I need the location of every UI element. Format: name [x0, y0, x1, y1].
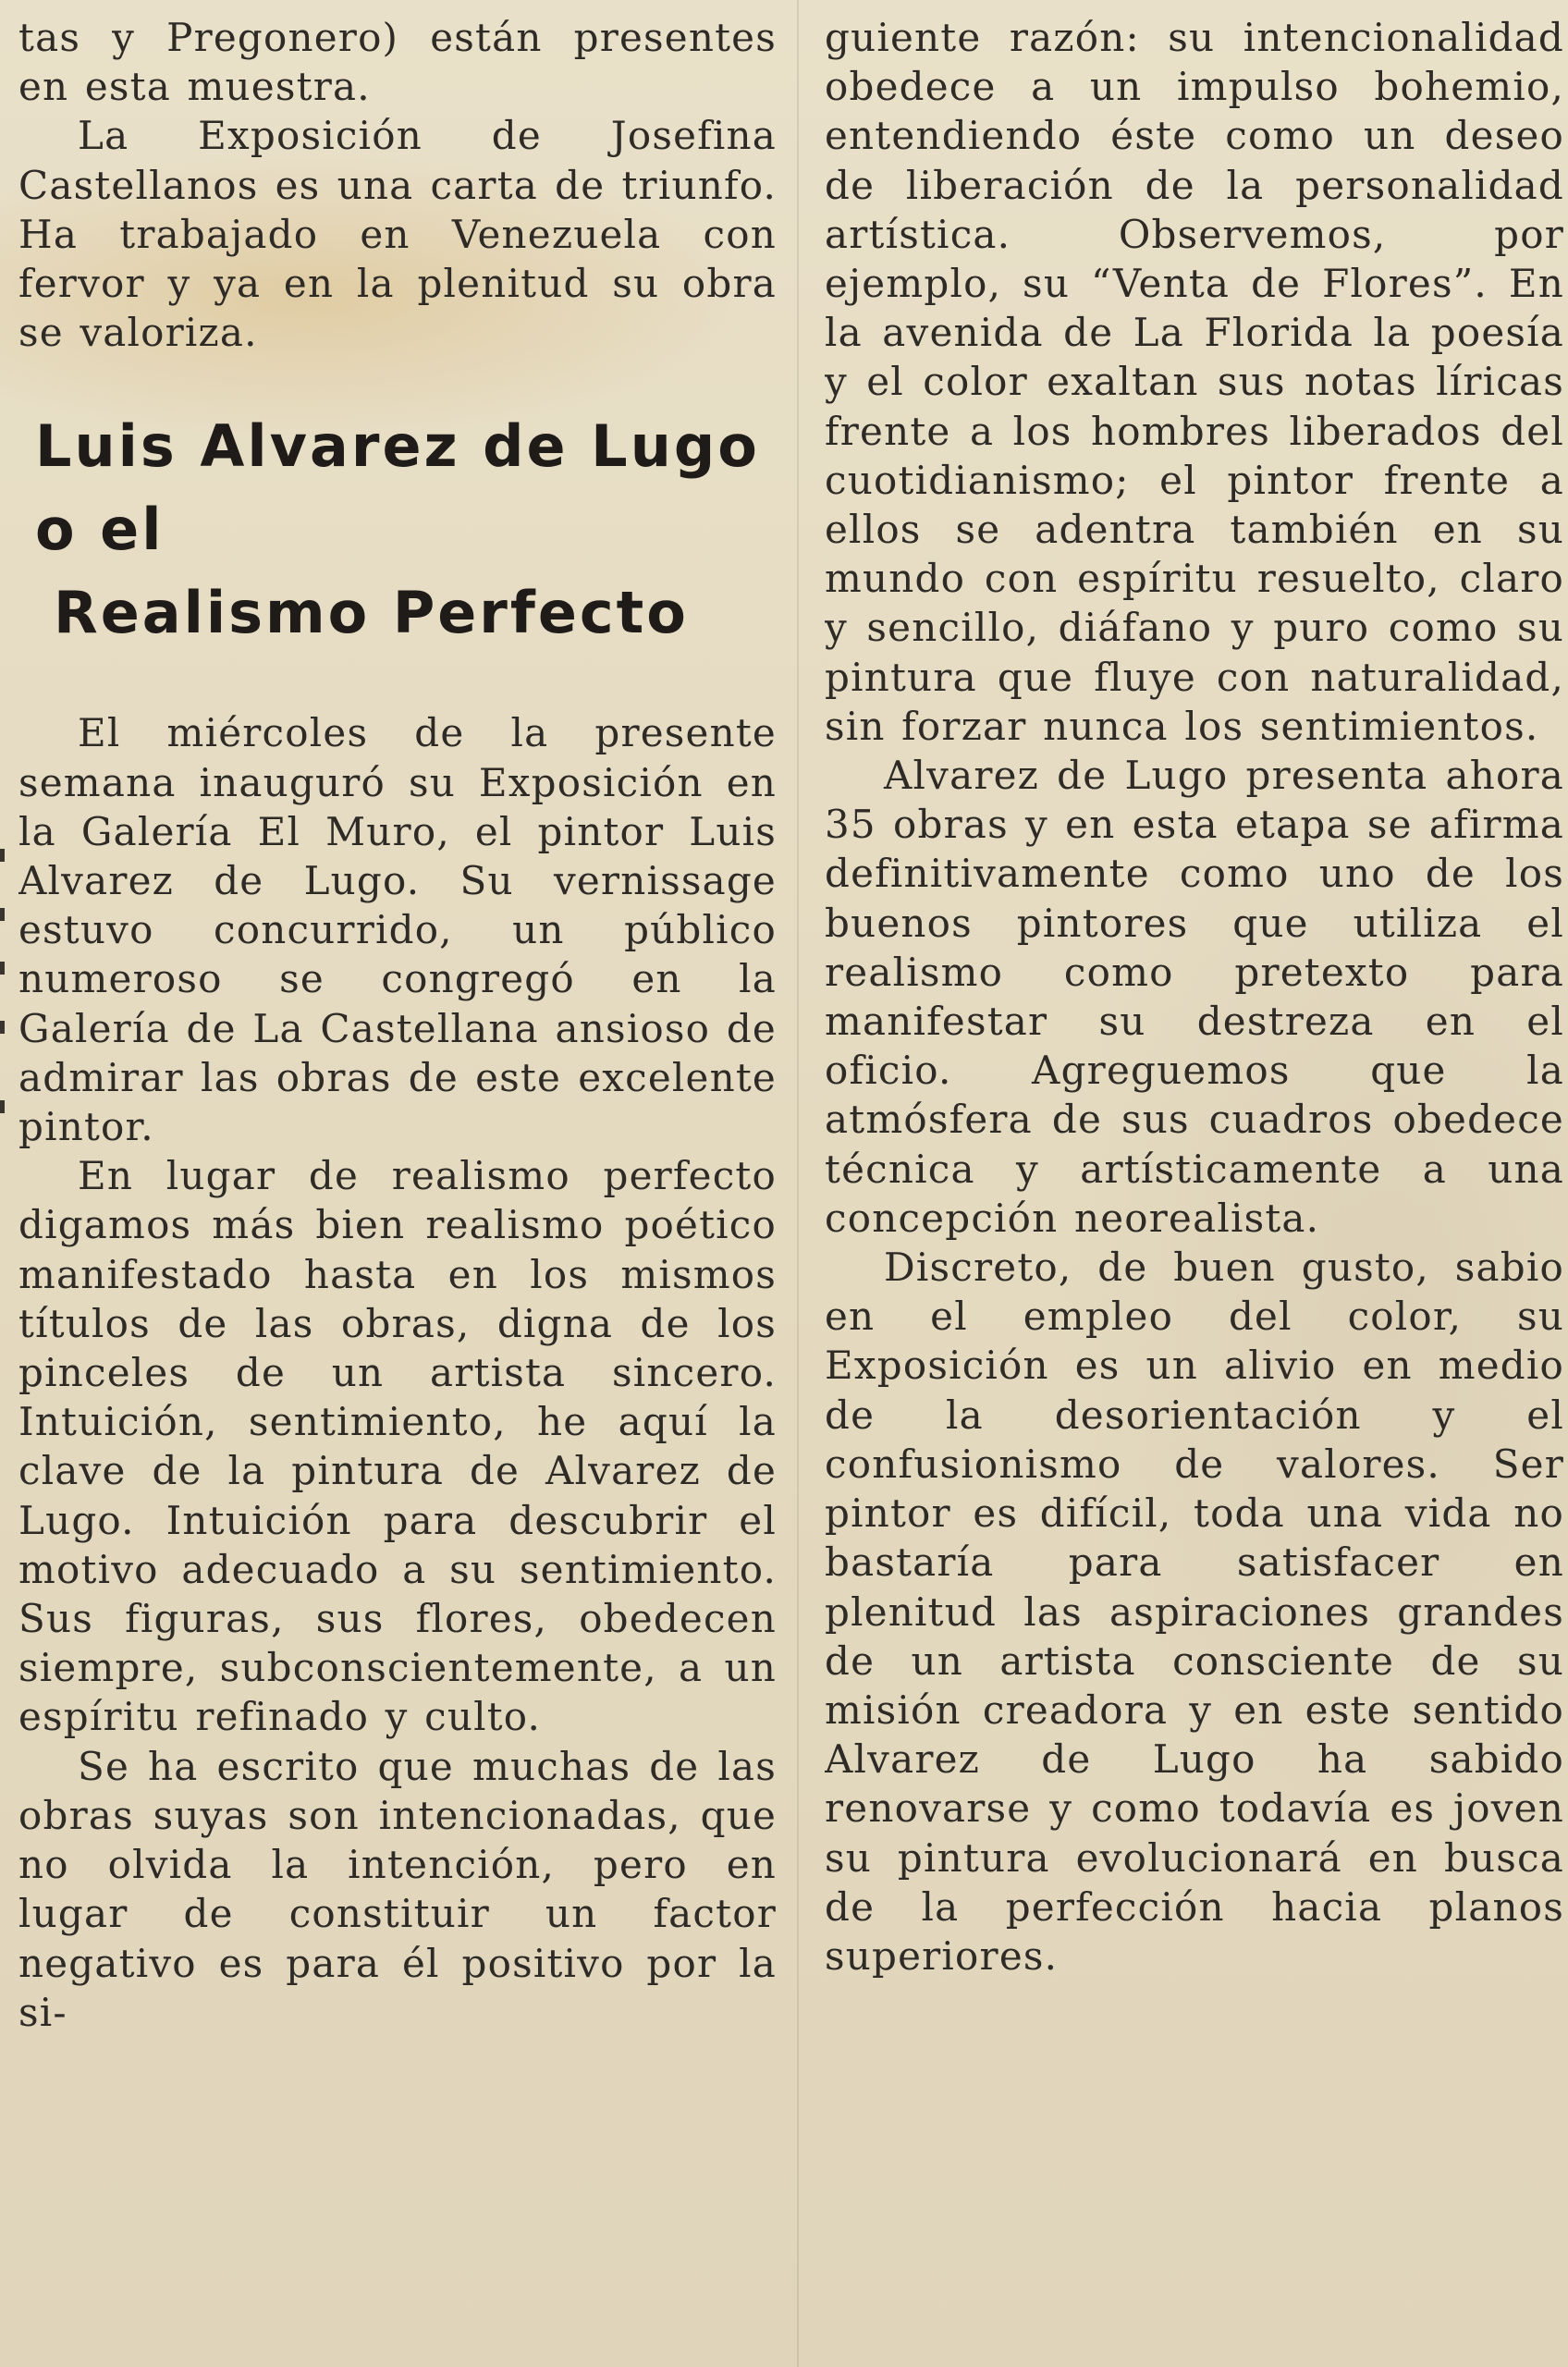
headline-line-3: Realismo Perfecto: [54, 579, 689, 647]
body-paragraph-3: Se ha escrito que muchas de las obras suyas son intencionadas, que no olvida la intención, pero en lugar de constituir un factor negativo es para él positivo por la si-: [18, 1743, 777, 2035]
body-paragraph-1: El miércoles de la presente semana inauguró su Exposición en la Galería El Muro, el pintor Luis Alvarez de Lugo. Su vernissage estuvo concurrido, un público numeroso se congregó en la Galería de La Castellana ansioso de admirar las obras de este excelente pintor.: [18, 710, 777, 1150]
margin-mark: [0, 1021, 5, 1034]
margin-mark: [0, 908, 5, 921]
right-column: [825, 13, 1564, 2361]
margin-mark: [0, 962, 5, 975]
left-column: [18, 13, 777, 2361]
headline-line-2: o el: [35, 496, 165, 564]
margin-mark: [0, 1100, 5, 1113]
column-divider: [797, 0, 799, 2367]
margin-mark: [0, 849, 5, 862]
right-paragraph-1: guiente razón: su intencionalidad obedece a un impulso bohemio, entendiendo éste como un deseo de liberación de la personalidad artística. Observemos, por ejemplo, su “Venta de Flores”. En la avenida de La Florida la poesía y el color exaltan sus notas líricas frente a los hombres liberados del cuotidianismo; el pintor frente a ellos se adentra también en su mundo con espíritu resuelto, claro y sencillo, diáfano y puro como su pintura que fluye con naturalidad, sin forzar nunca los sentimientos.: [825, 15, 1564, 749]
intro-paragraph-2: La Exposición de Josefina Castellanos es una carta de triunfo. Ha trabajado en Venezuela con fervor y ya en la plenitud su obra se valoriza.: [18, 113, 777, 356]
right-paragraph-3: Discreto, de buen gusto, sabio en el empleo del color, su Exposición es un alivio en medio de la desorientación y el confusionismo de valores. Ser pintor es difícil, toda una vida no bastaría para satisfacer en plenitud las aspiraciones grandes de un artista consciente de su misión creadora y en este sentido Alvarez de Lugo ha sabido renovarse y como todavía es joven su pintura evolucionará en busca de la perfección hacia planos superiores.: [825, 1245, 1564, 1979]
body-paragraph-2: En lugar de realismo perfecto digamos más bien realismo poético manifestado hasta en los mismos títulos de las obras, digna de los pinceles de un artista sincero. Intuición, sentimiento, he aquí la clave de la pintura de Alvarez de Lugo. Intuición para descubrir el motivo adecuado a su sentimiento. Sus figuras, sus flores, obedecen siempre, subconscientemente, a un espíritu refinado y culto.: [18, 1153, 777, 1740]
headline-line-1: Luis Alvarez de Lugo: [35, 412, 760, 481]
intro-paragraph-1: tas y Pregonero) están presentes en esta muestra.: [18, 15, 777, 110]
right-paragraph-2: Alvarez de Lugo presenta ahora 35 obras y en esta etapa se afirma definitivamente como uno de los buenos pintores que utiliza el realismo como pretexto para manifestar su destreza en el oficio. Agreguemos que la atmósfera de sus cuadros obedece técnica y artísticamente a una concepción neorealista.: [825, 753, 1564, 1241]
article-headline: [18, 405, 777, 655]
